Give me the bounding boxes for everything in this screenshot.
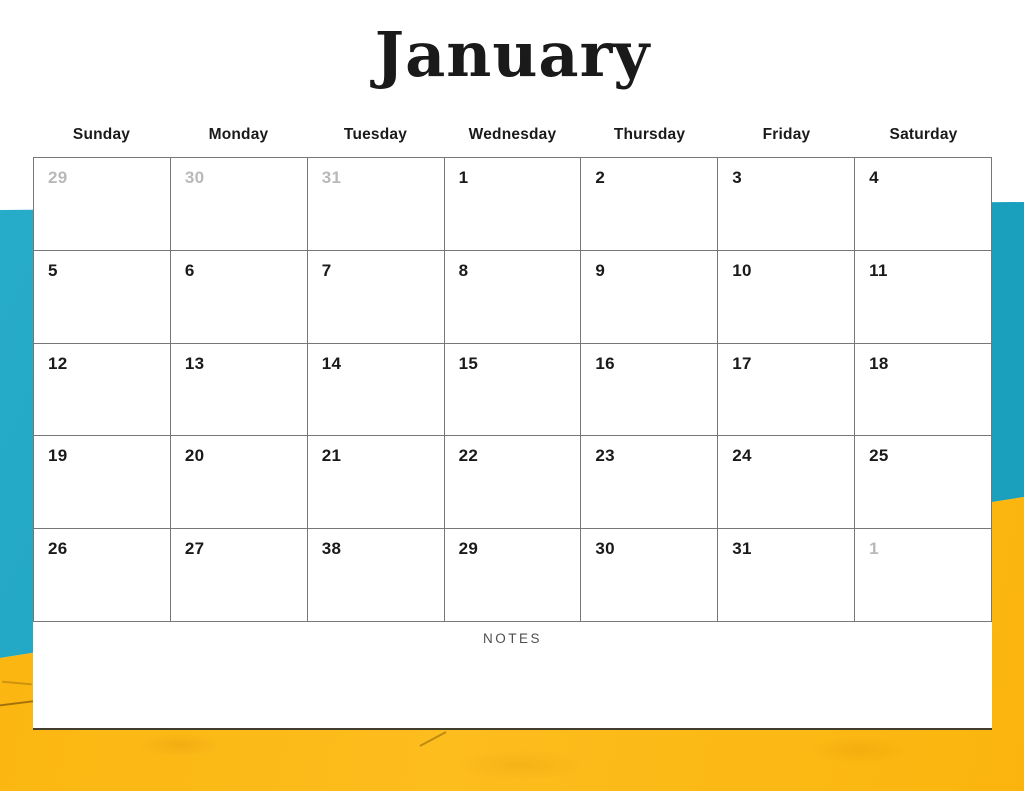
notes-area [33, 622, 992, 728]
day-number: 24 [732, 446, 752, 466]
day-number: 30 [184, 168, 205, 187]
day-number: 25 [869, 446, 889, 466]
day-number: 23 [595, 446, 615, 466]
calendar-cell [581, 251, 718, 344]
day-number: 27 [184, 539, 205, 559]
day-number: 3 [732, 168, 743, 187]
day-number: 1 [458, 168, 469, 187]
day-number: 13 [184, 353, 205, 373]
calendar-cell [308, 251, 445, 344]
day-number: 19 [48, 446, 68, 466]
calendar-cell [718, 251, 855, 344]
calendar-cell [34, 251, 171, 344]
day-number: 10 [732, 260, 752, 280]
calendar-cell [855, 158, 992, 251]
calendar-cell [34, 344, 171, 437]
day-number: 22 [458, 446, 479, 466]
day-number: 29 [48, 168, 68, 187]
calendar-cell [445, 251, 582, 344]
day-number: 20 [184, 446, 205, 466]
calendar-cell [718, 158, 855, 251]
calendar-cell [308, 529, 445, 622]
calendar-cell [308, 158, 445, 251]
weekday-label-tuesday: Tuesday [343, 126, 408, 143]
calendar-cell [581, 529, 718, 622]
day-number: 5 [48, 260, 58, 280]
calendar-cell [308, 344, 445, 437]
calendar-cell [34, 158, 171, 251]
day-number: 4 [869, 168, 879, 187]
weekday-label-monday: Monday [208, 126, 269, 143]
calendar-sheet [33, 0, 992, 730]
day-number: 2 [595, 168, 606, 187]
notes-label: NOTES [482, 631, 542, 646]
calendar-cell [445, 158, 582, 251]
calendar-cell [308, 436, 445, 529]
weekday-label-wednesday: Wednesday [468, 126, 557, 143]
day-number: 11 [869, 260, 888, 280]
calendar-cell [171, 158, 308, 251]
day-number: 6 [184, 260, 195, 280]
calendar-cell [171, 529, 308, 622]
calendar-cell [855, 251, 992, 344]
day-number: 16 [595, 353, 615, 373]
weekday-label-friday: Friday [762, 126, 811, 143]
day-number: 21 [321, 446, 342, 466]
day-number: 14 [321, 353, 342, 373]
day-number: 17 [732, 353, 752, 373]
calendar-cell [445, 344, 582, 437]
day-number: 7 [321, 260, 332, 280]
calendar-cell [171, 344, 308, 437]
calendar-cell [718, 344, 855, 437]
day-number: 8 [458, 260, 469, 280]
calendar-cell [581, 436, 718, 529]
calendar-cell [855, 529, 992, 622]
day-number: 38 [321, 539, 342, 559]
day-number: 1 [869, 539, 879, 559]
calendar-cell [34, 529, 171, 622]
calendar-grid [33, 157, 992, 622]
calendar-cell [171, 436, 308, 529]
weekday-label-sunday: Sunday [72, 126, 131, 143]
calendar-cell [171, 251, 308, 344]
calendar-cell [445, 529, 582, 622]
day-number: 30 [595, 539, 615, 559]
month-title: January [374, 18, 651, 91]
day-number: 31 [732, 539, 752, 559]
weekday-header [33, 126, 992, 144]
day-number: 26 [48, 539, 68, 559]
calendar-cell [855, 436, 992, 529]
weekday-label-thursday: Thursday [613, 126, 686, 143]
day-number: 9 [595, 260, 606, 280]
day-number: 29 [458, 539, 479, 559]
day-number: 15 [458, 353, 479, 373]
calendar-cell [855, 344, 992, 437]
day-number: 31 [321, 168, 342, 187]
weekday-label-saturday: Saturday [889, 126, 958, 143]
calendar-cell [445, 436, 582, 529]
day-number: 18 [869, 353, 889, 373]
day-number: 12 [48, 353, 68, 373]
calendar-cell [34, 436, 171, 529]
calendar-cell [718, 529, 855, 622]
calendar-cell [581, 344, 718, 437]
calendar-cell [718, 436, 855, 529]
calendar-cell [581, 158, 718, 251]
